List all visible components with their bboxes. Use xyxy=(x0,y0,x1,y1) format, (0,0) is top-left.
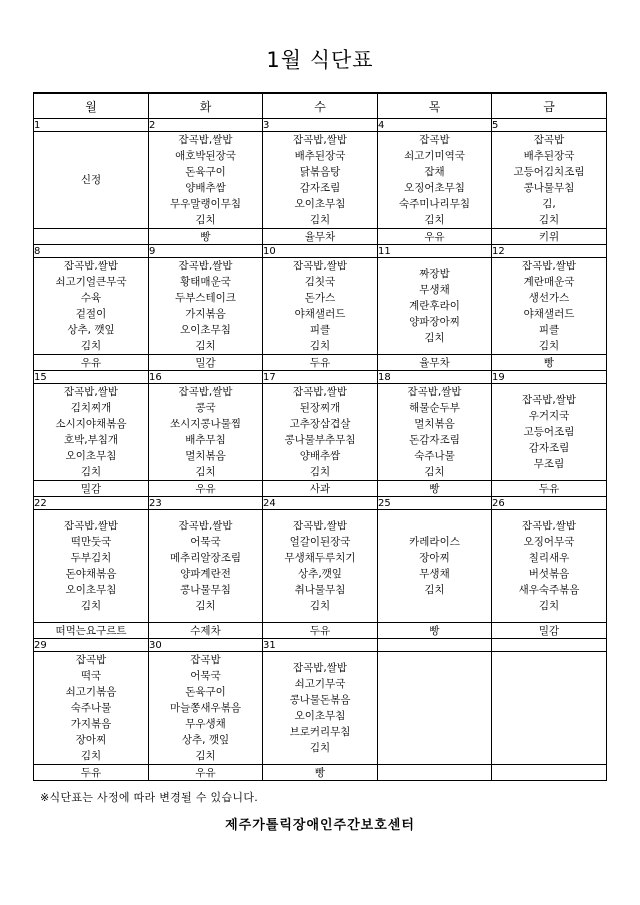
menu-item: 고추장삼겹살 xyxy=(289,418,351,430)
snack-cell xyxy=(492,765,607,781)
snack-cell: 우유 xyxy=(149,765,263,781)
date-row xyxy=(34,497,607,510)
date-number: 15 xyxy=(34,371,149,384)
menu-item: 잡곡밥,쌀밥 xyxy=(407,386,462,398)
notice-text: ※식단표는 사정에 따라 변경될 수 있습니다. xyxy=(40,791,259,804)
menu-item: 돈감자조림 xyxy=(409,434,460,446)
menu-item: 쇠고기얼큰무국 xyxy=(55,276,127,288)
snack-cell: 사과 xyxy=(263,481,378,497)
menu-item: 고등어조림 xyxy=(523,426,575,438)
date-number: 25 xyxy=(378,497,492,510)
day-of-week-cell: 금 xyxy=(492,93,607,119)
menu-item: 김치 xyxy=(80,600,102,612)
menu-item: 얼갈이된장국 xyxy=(289,536,351,548)
meal-cell xyxy=(378,258,492,355)
menu-item: 브로커리무침 xyxy=(289,726,351,738)
menu-item: 김칫국 xyxy=(304,276,336,288)
menu-item: 김치 xyxy=(309,340,331,352)
menu-item: 김치 xyxy=(424,332,445,344)
snack-row xyxy=(34,229,607,245)
menu-item: 콩국 xyxy=(195,402,216,414)
date-number: 31 xyxy=(263,639,378,652)
date-number: 22 xyxy=(34,497,149,510)
meal-cell xyxy=(492,652,607,765)
menu-item: 겉절이 xyxy=(75,308,107,320)
meal-row xyxy=(34,384,607,481)
menu-item: 잡곡밥,쌀밥 xyxy=(292,134,348,146)
date-number: 9 xyxy=(149,245,263,258)
snack-cell xyxy=(34,229,149,245)
menu-item: 카레라이스 xyxy=(409,536,460,548)
snack-cell: 밀감 xyxy=(149,355,263,371)
menu-item: 김치 xyxy=(309,600,331,612)
menu-item: 김치 xyxy=(309,742,331,754)
menu-item: 김치 xyxy=(80,466,102,478)
menu-item: 잡곡밥,쌀밥 xyxy=(178,520,233,532)
menu-item: 칠리새우 xyxy=(528,552,570,564)
menu-item: 생선가스 xyxy=(528,292,570,304)
menu-item: 무조림 xyxy=(533,458,565,470)
menu-item: 돈육구이 xyxy=(185,686,226,698)
snack-cell: 우유 xyxy=(34,355,149,371)
menu-item: 떡만둣국 xyxy=(70,536,112,548)
date-number: 11 xyxy=(378,245,492,258)
menu-item: 잡곡밥 xyxy=(533,134,565,146)
date-number xyxy=(492,639,607,652)
snack-row xyxy=(34,623,607,639)
menu-item: 잡채 xyxy=(424,166,445,178)
menu-item: 배추된장국 xyxy=(294,150,346,162)
date-number: 19 xyxy=(492,371,607,384)
menu-item: 무생채 xyxy=(419,284,450,296)
meal-cell xyxy=(149,132,263,229)
snack-cell xyxy=(378,765,492,781)
meal-row xyxy=(34,258,607,355)
snack-cell: 두유 xyxy=(263,623,378,639)
menu-item: 떡국 xyxy=(80,670,102,682)
day-of-week-cell: 월 xyxy=(34,93,149,119)
date-number: 26 xyxy=(492,497,607,510)
menu-item: 장아찌 xyxy=(419,552,450,564)
meal-cell xyxy=(263,384,378,481)
menu-item: 돈야채볶음 xyxy=(65,568,117,580)
menu-item: 잡곡밥,쌀밥 xyxy=(292,520,348,532)
menu-item: 장아찌 xyxy=(75,734,107,746)
menu-item: 쇠고기미역국 xyxy=(404,150,465,162)
menu-item: 잡곡밥,쌀밥 xyxy=(292,260,348,272)
meal-cell xyxy=(378,132,492,229)
menu-item: 오이초무침 xyxy=(294,198,346,210)
menu-item: 잡곡밥,쌀밥 xyxy=(521,394,577,406)
menu-item: 숙주나물 xyxy=(70,702,112,714)
menu-item: 잡곡밥 xyxy=(75,654,107,666)
day-of-week-cell: 수 xyxy=(263,93,378,119)
menu-item: 수육 xyxy=(80,292,102,304)
meal-cell xyxy=(149,258,263,355)
menu-item: 쇠고기무국 xyxy=(294,678,346,690)
menu-item: 가지볶음 xyxy=(185,308,226,320)
menu-item: 잡곡밥,쌀밥 xyxy=(521,260,577,272)
menu-item: 두부김치 xyxy=(70,552,112,564)
meal-cell xyxy=(263,652,378,765)
meal-cell xyxy=(492,510,607,623)
menu-item: 잡곡밥,쌀밥 xyxy=(63,520,119,532)
meal-cell xyxy=(378,510,492,623)
meal-row xyxy=(34,510,607,623)
meal-row xyxy=(34,652,607,765)
date-number: 3 xyxy=(263,119,378,132)
menu-item: 무우말랭이무침 xyxy=(169,198,241,210)
menu-item: 오징어무국 xyxy=(523,536,575,548)
date-number: 17 xyxy=(263,371,378,384)
menu-item: 잡곡밥,쌀밥 xyxy=(292,386,348,398)
menu-item: 김치 xyxy=(424,584,445,596)
meal-cell xyxy=(263,510,378,623)
snack-cell: 두유 xyxy=(34,765,149,781)
menu-item: 피클 xyxy=(538,324,560,336)
menu-item: 새우숙주볶음 xyxy=(518,584,580,596)
meal-cell xyxy=(492,384,607,481)
meal-cell xyxy=(492,132,607,229)
menu-item: 무생채 xyxy=(419,568,450,580)
menu-item: 잡곡밥,쌀밥 xyxy=(178,134,233,146)
menu-item: 양배추쌈 xyxy=(185,182,226,194)
menu-item: 배추무침 xyxy=(185,434,226,446)
snack-cell: 두유 xyxy=(492,481,607,497)
meal-cell xyxy=(263,258,378,355)
menu-item: 잡곡밥,쌀밥 xyxy=(292,662,348,674)
menu-item: 오징어초무침 xyxy=(404,182,465,194)
date-number xyxy=(378,639,492,652)
menu-item: 잡곡밥,쌀밥 xyxy=(178,260,233,272)
menu-item: 잡곡밥 xyxy=(419,134,450,146)
menu-item: 잡곡밥,쌀밥 xyxy=(521,520,577,532)
snack-cell: 수제차 xyxy=(149,623,263,639)
date-number: 12 xyxy=(492,245,607,258)
menu-item: 야채샐러드 xyxy=(294,308,346,320)
menu-item: 잡곡밥,쌀밥 xyxy=(63,260,119,272)
meal-cell xyxy=(378,384,492,481)
menu-item: 호박,부침개 xyxy=(63,434,119,446)
snack-cell: 우유 xyxy=(378,229,492,245)
date-number: 30 xyxy=(149,639,263,652)
menu-item: 계란매운국 xyxy=(523,276,575,288)
menu-item: 김치 xyxy=(195,600,216,612)
menu-item: 어묵국 xyxy=(190,536,221,548)
snack-cell: 빵 xyxy=(378,623,492,639)
menu-item: 양파계란전 xyxy=(180,568,231,580)
menu-item: 숙주미나리무침 xyxy=(398,198,470,210)
menu-item: 황태매운국 xyxy=(180,276,231,288)
menu-item: 김치 xyxy=(538,340,560,352)
organization-name: 제주가톨릭장애인주간보호센터 xyxy=(225,818,415,833)
meal-row xyxy=(34,132,607,229)
menu-item: 콩나물무침 xyxy=(180,584,231,596)
menu-item: 잡곡밥 xyxy=(190,654,221,666)
menu-item: 콩나물돈볶음 xyxy=(289,694,351,706)
menu-item: 김치 xyxy=(309,466,331,478)
snack-cell: 율무차 xyxy=(378,355,492,371)
meal-cell xyxy=(149,384,263,481)
menu-item: 김치 xyxy=(195,340,216,352)
snack-cell: 우유 xyxy=(149,481,263,497)
menu-item: 김치 xyxy=(195,214,216,226)
snack-cell: 두유 xyxy=(263,355,378,371)
menu-item: 취나물무침 xyxy=(294,584,346,596)
menu-item: 가지볶음 xyxy=(70,718,112,730)
day-of-week-header xyxy=(34,93,607,119)
menu-item: 김치 xyxy=(195,750,216,762)
menu-item: 계란후라이 xyxy=(409,300,460,312)
menu-item: 오이초무침 xyxy=(294,710,346,722)
snack-cell: 빵 xyxy=(378,481,492,497)
date-number: 4 xyxy=(378,119,492,132)
menu-item: 닭볶음탕 xyxy=(299,166,341,178)
meal-cell xyxy=(34,652,149,765)
menu-item: 돈육구이 xyxy=(185,166,226,178)
meal-plan-table xyxy=(33,92,607,781)
date-number: 23 xyxy=(149,497,263,510)
menu-item: 상추,깻잎 xyxy=(298,568,342,580)
menu-item: 우거지국 xyxy=(528,410,570,422)
menu-item: 무생채두루치기 xyxy=(284,552,356,564)
menu-item: 버섯볶음 xyxy=(528,568,570,580)
meal-cell xyxy=(149,510,263,623)
menu-item: 된장찌개 xyxy=(299,402,341,414)
snack-cell: 밀감 xyxy=(34,481,149,497)
menu-item: 두부스테이크 xyxy=(175,292,236,304)
menu-item: 김치 xyxy=(424,466,445,478)
menu-item: 양배추쌈 xyxy=(299,450,341,462)
menu-item: 멸치볶음 xyxy=(414,418,455,430)
date-number: 18 xyxy=(378,371,492,384)
menu-item: 상추, 깻잎 xyxy=(67,324,115,336)
menu-item: 김치 xyxy=(309,214,331,226)
date-row xyxy=(34,245,607,258)
menu-item: 숙주나물 xyxy=(414,450,455,462)
menu-item: 짜장밥 xyxy=(419,268,450,280)
menu-item: 어묵국 xyxy=(190,670,221,682)
menu-item: 쇠고기볶음 xyxy=(65,686,117,698)
snack-row xyxy=(34,765,607,781)
day-of-week-cell: 화 xyxy=(149,93,263,119)
meal-cell xyxy=(34,384,149,481)
date-number: 29 xyxy=(34,639,149,652)
meal-cell xyxy=(34,258,149,355)
snack-cell: 빵 xyxy=(149,229,263,245)
snack-row xyxy=(34,355,607,371)
meal-cell xyxy=(263,132,378,229)
menu-item: 김치 xyxy=(195,466,216,478)
menu-item: 마늘쫑새우볶음 xyxy=(169,702,241,714)
snack-row xyxy=(34,481,607,497)
meal-cell xyxy=(492,258,607,355)
menu-item: 메추리알장조림 xyxy=(169,552,241,564)
date-row xyxy=(34,639,607,652)
date-number: 24 xyxy=(263,497,378,510)
menu-item: 신정 xyxy=(80,174,102,186)
meal-cell xyxy=(34,510,149,623)
menu-item: 오이초무침 xyxy=(65,584,117,596)
menu-item: 야채샐러드 xyxy=(523,308,575,320)
menu-item: 김치 xyxy=(538,600,560,612)
menu-item: 배추된장국 xyxy=(523,150,575,162)
menu-item: 잡곡밥,쌀밥 xyxy=(63,386,119,398)
menu-item: 고등어김치조림 xyxy=(513,166,585,178)
page-title: 1월 식단표 xyxy=(266,48,374,72)
menu-item: 소시지야채볶음 xyxy=(55,418,127,430)
menu-item: 김치 xyxy=(424,214,445,226)
day-of-week-cell: 목 xyxy=(378,93,492,119)
menu-item: 김치 xyxy=(538,214,560,226)
menu-item: 해물순두부 xyxy=(409,402,460,414)
date-row xyxy=(34,371,607,384)
meal-cell xyxy=(149,652,263,765)
menu-item: 피클 xyxy=(309,324,331,336)
date-number: 2 xyxy=(149,119,263,132)
menu-item: 김, xyxy=(542,198,556,210)
weeks-body xyxy=(34,119,607,781)
snack-cell: 떠먹는요구르트 xyxy=(34,623,149,639)
snack-cell: 빵 xyxy=(492,355,607,371)
date-number: 16 xyxy=(149,371,263,384)
date-number: 8 xyxy=(34,245,149,258)
menu-item: 양파장아찌 xyxy=(409,316,460,328)
snack-cell: 밀감 xyxy=(492,623,607,639)
snack-cell: 빵 xyxy=(263,765,378,781)
menu-item: 감자조림 xyxy=(528,442,570,454)
menu-item: 애호박된장국 xyxy=(175,150,236,162)
menu-item: 멸치볶음 xyxy=(185,450,226,462)
menu-item: 김치찌개 xyxy=(70,402,112,414)
date-number: 1 xyxy=(34,119,149,132)
menu-item: 오이초무침 xyxy=(65,450,117,462)
menu-item: 감자조림 xyxy=(299,182,341,194)
snack-cell: 키위 xyxy=(492,229,607,245)
snack-cell: 율무차 xyxy=(263,229,378,245)
menu-item: 김치 xyxy=(80,340,102,352)
menu-item: 잡곡밥,쌀밥 xyxy=(178,386,233,398)
menu-item: 김치 xyxy=(80,750,102,762)
date-number: 5 xyxy=(492,119,607,132)
menu-item: 쏘시지콩나물찜 xyxy=(169,418,241,430)
meal-cell xyxy=(378,652,492,765)
menu-item: 돈가스 xyxy=(304,292,336,304)
menu-item: 콩나물무침 xyxy=(523,182,575,194)
meal-cell xyxy=(34,132,149,229)
menu-item: 상추, 깻잎 xyxy=(181,734,230,746)
date-row xyxy=(34,119,607,132)
date-number: 10 xyxy=(263,245,378,258)
menu-item: 오이초무침 xyxy=(180,324,231,336)
menu-item: 무우생채 xyxy=(185,718,226,730)
menu-item: 콩나물부추무침 xyxy=(284,434,356,446)
